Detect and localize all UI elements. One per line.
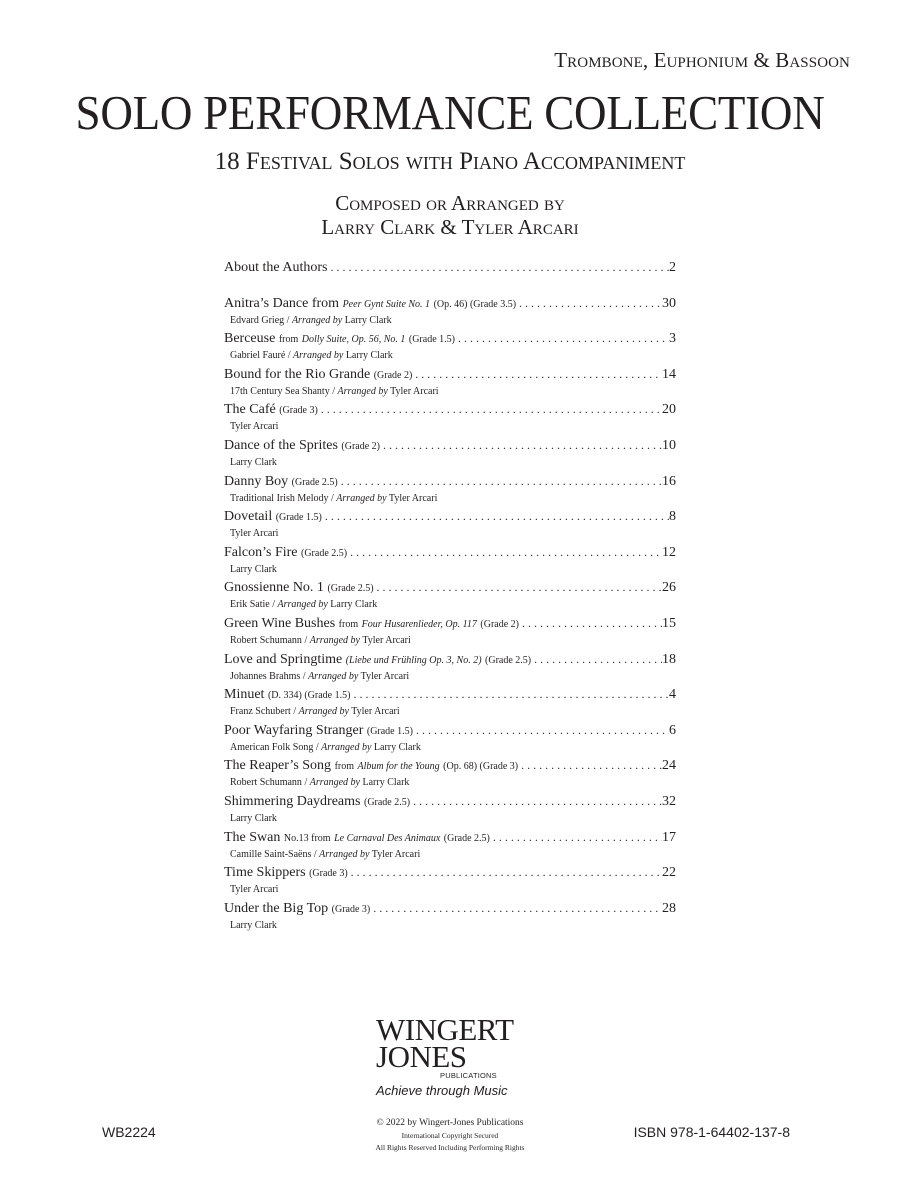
toc-page-number: 20 <box>662 402 676 418</box>
toc-from: from <box>278 334 299 346</box>
toc-leader-dots <box>374 578 662 596</box>
toc-composer: Robert Schumann <box>230 777 302 789</box>
toc-entry <box>224 258 676 294</box>
toc-composer: Robert Schumann <box>230 634 302 646</box>
toc-entry <box>224 756 676 792</box>
toc-page-number: 4 <box>669 687 676 703</box>
toc-entry <box>224 614 676 650</box>
toc-leader-dots <box>370 899 662 917</box>
toc-arranger: Tyler Arcari <box>390 385 439 397</box>
isbn-number: ISBN 978-1-64402-137-8 <box>633 1124 790 1140</box>
toc-title: Gnossienne No. 1 <box>224 580 324 596</box>
toc-page-number: 12 <box>662 544 676 560</box>
toc-work: Four Husarenlieder, Op. 117 <box>361 618 477 630</box>
toc-grade: (Grade 1.5) <box>408 334 455 346</box>
toc-leader-dots <box>380 436 662 454</box>
page-title: SOLO PERFORMANCE COLLECTION <box>75 85 825 140</box>
toc-entry <box>224 650 676 686</box>
toc-title: Time Skippers <box>224 865 306 881</box>
toc-title-group <box>224 437 380 456</box>
toc-title: Berceuse <box>224 331 276 347</box>
toc-entry <box>224 329 676 365</box>
toc-leader-dots <box>455 329 669 347</box>
toc-page-number: 15 <box>662 615 676 631</box>
toc-entry <box>224 507 676 543</box>
toc-leader-dots <box>350 685 669 703</box>
copyright-line: © 2022 by Wingert-Jones Publications <box>376 1118 524 1128</box>
toc-title-group <box>224 295 516 314</box>
toc-page-number: 28 <box>662 900 676 916</box>
toc-title: Dance of the Sprites <box>224 437 338 453</box>
toc-title-line <box>224 365 676 385</box>
toc-grade: (Grade 2) <box>373 369 413 381</box>
toc-composer: Larry Clark <box>230 563 277 575</box>
toc-title-line <box>224 329 676 349</box>
toc-credit: Robert Schumann / Arranged by Tyler Arcari <box>230 634 411 646</box>
toc-entry <box>224 578 676 614</box>
toc-title-group <box>224 579 374 598</box>
toc-title-line <box>224 400 676 420</box>
toc-leader-dots <box>318 400 662 418</box>
toc-credit: Gabriel Fauré / Arranged by Larry Clark <box>230 350 393 362</box>
toc-page-number: 30 <box>662 295 676 311</box>
toc-title-group <box>224 651 531 670</box>
toc-grade: (Grade 2.5) <box>291 476 338 488</box>
toc-grade: (Grade 2.5) <box>301 547 348 559</box>
toc-arranged-by: Arranged by <box>277 599 328 611</box>
publisher-tagline: Achieve through Music <box>376 1083 508 1098</box>
toc-grade: (Grade 3) <box>309 868 348 880</box>
instruments-label: Trombone, Euphonium & Bassoon <box>554 48 850 72</box>
toc-leader-dots <box>413 721 669 739</box>
toc-leader-dots <box>348 863 662 881</box>
toc-title-line <box>224 721 676 741</box>
toc-grade: (Grade 1.5) <box>275 512 322 524</box>
toc-title-line <box>224 899 676 919</box>
toc-credit: Camille Saint-Saëns / Arranged by Tyler Arcari <box>230 848 421 860</box>
toc-arranger: Larry Clark <box>362 777 410 789</box>
toc-title-line <box>224 578 676 598</box>
toc-page-number: 3 <box>669 331 676 347</box>
toc-leader-dots <box>518 756 662 774</box>
toc-entry <box>224 294 676 330</box>
toc-credit <box>224 919 676 932</box>
toc-title-group <box>224 401 318 420</box>
toc-arranged-by: Arranged by <box>319 848 370 860</box>
toc-title: Falcon’s Fire <box>224 544 298 560</box>
toc-title: Under the Big Top <box>224 900 329 916</box>
toc-grade: (Grade 3) <box>331 903 371 915</box>
toc-work: Album for the Young <box>357 761 440 773</box>
toc-leader-dots <box>338 472 662 490</box>
toc-entry <box>224 365 676 401</box>
toc-title-line <box>224 294 676 314</box>
toc-from: from <box>334 761 355 773</box>
toc-composer: Franz Schubert <box>230 706 291 718</box>
toc-arranger: Tyler Arcari <box>360 670 410 682</box>
toc-leader-dots <box>531 650 662 668</box>
toc-composer: Gabriel Fauré <box>230 350 286 362</box>
toc-composer: Larry Clark <box>230 456 277 468</box>
toc-grade: (D. 334) (Grade 1.5) <box>267 690 351 702</box>
toc-page-number: 8 <box>669 509 676 525</box>
toc-title-line <box>224 792 676 812</box>
toc-composer: Larry Clark <box>230 812 277 824</box>
toc-title-line <box>224 685 676 705</box>
toc-title-line <box>224 436 676 456</box>
toc-credit: Traditional Irish Melody / Arranged by Tyler Arcari <box>230 492 438 504</box>
toc-work: Peer Gynt Suite No. 1 <box>342 298 431 310</box>
toc-leader-dots <box>490 828 662 846</box>
toc-title-line <box>224 650 676 670</box>
toc-page-number: 32 <box>662 793 676 809</box>
toc-title-group <box>224 722 413 741</box>
toc-work: Le Carnaval Des Animaux <box>334 832 441 844</box>
toc-page-number: 14 <box>662 366 676 382</box>
toc-arranger: Tyler Arcari <box>371 848 421 860</box>
toc-page-number: 10 <box>662 437 676 453</box>
toc-credit: Johannes Brahms / Arranged by Tyler Arcari <box>230 670 410 682</box>
toc-page-number: 17 <box>662 829 676 845</box>
toc-page-number: 6 <box>669 722 676 738</box>
toc-credit: Robert Schumann / Arranged by Larry Clark <box>230 777 410 789</box>
toc-arranger: Larry Clark <box>344 314 392 326</box>
authors-label: Larry Clark & Tyler Arcari <box>321 215 579 239</box>
toc-arranged-by: Arranged by <box>336 492 387 504</box>
toc-arranged-by: Arranged by <box>309 777 360 789</box>
toc-leader-dots <box>519 614 662 632</box>
toc-title: Love and Springtime <box>224 651 343 667</box>
toc-arranger: Tyler Arcari <box>388 492 438 504</box>
toc-composer: Tyler Arcari <box>230 421 279 433</box>
toc-credit <box>224 420 676 433</box>
toc-title: Danny Boy <box>224 473 289 489</box>
toc-page-number: 18 <box>662 651 676 667</box>
toc-title-group <box>224 366 412 385</box>
logo-word-wingert: WINGERT <box>376 1012 514 1047</box>
toc-entry <box>224 721 676 757</box>
toc-title: Poor Wayfaring Stranger <box>224 722 364 738</box>
toc-grade: (Grade 2) <box>480 618 519 630</box>
toc-grade: (Grade 2.5) <box>327 583 374 595</box>
toc-credit <box>224 527 676 540</box>
toc-grade: (Grade 1.5) <box>366 725 413 737</box>
toc-credit <box>224 883 676 896</box>
toc-entry <box>224 863 676 899</box>
toc-arranged-by: Arranged by <box>291 314 343 326</box>
toc-entry <box>224 543 676 579</box>
toc-entry <box>224 472 676 508</box>
toc-leader-dots <box>327 258 669 276</box>
toc-title-line <box>224 863 676 883</box>
copyright-secured-line: International Copyright Secured <box>401 1131 499 1140</box>
toc-page-number: 16 <box>662 473 676 489</box>
toc-title-group <box>224 757 518 776</box>
toc-arranged-by: Arranged by <box>298 706 349 718</box>
logo-publications: PUBLICATIONS <box>440 1071 497 1080</box>
toc-page-number: 26 <box>662 580 676 596</box>
toc-title-line <box>224 614 676 634</box>
toc-credit <box>224 456 676 469</box>
publisher-logo <box>376 1012 526 1080</box>
toc-credit <box>224 812 676 825</box>
toc-arranger: Tyler Arcari <box>351 706 400 718</box>
toc-entry <box>224 436 676 472</box>
toc-composer: Traditional Irish Melody <box>230 492 329 504</box>
toc-grade: (Grade 2.5) <box>443 832 490 844</box>
toc-composer: Edvard Grieg <box>230 314 285 326</box>
toc-composer: Tyler Arcari <box>230 884 279 896</box>
toc-arranged-by: Arranged by <box>308 670 359 682</box>
toc-title: About the Authors <box>224 260 328 275</box>
toc-work: (Liebe und Frühling Op. 3, No. 2) <box>345 654 482 666</box>
toc-leader-dots <box>347 543 662 561</box>
toc-grade: (Op. 68) (Grade 3) <box>443 761 519 773</box>
toc-leader-dots <box>516 294 662 312</box>
toc-composer: American Folk Song <box>230 741 314 753</box>
toc-arranged-by: Arranged by <box>337 385 388 397</box>
toc-composer: 17th Century Sea Shanty <box>230 385 330 397</box>
toc-title-line <box>224 543 676 563</box>
toc-credit: Erik Satie / Arranged by Larry Clark <box>230 599 378 611</box>
toc-credit: American Folk Song / Arranged by Larry Clark <box>230 741 421 753</box>
catalog-number: WB2224 <box>102 1124 156 1140</box>
toc-grade: (Grade 3) <box>279 405 318 417</box>
toc-grade: (Grade 2.5) <box>485 654 532 666</box>
toc-from: from <box>338 618 359 630</box>
toc-title: Green Wine Bushes <box>224 615 336 631</box>
toc-grade: (Grade 2) <box>341 440 381 452</box>
toc-entry <box>224 828 676 864</box>
toc-page-number: 22 <box>662 865 676 881</box>
toc-title-line <box>224 507 676 527</box>
toc-arranger: Larry Clark <box>345 350 393 362</box>
toc-arranger: Larry Clark <box>330 599 378 611</box>
toc-title: The Reaper’s Song <box>224 758 332 774</box>
toc-credit <box>224 563 676 576</box>
toc-title-group <box>224 686 350 705</box>
toc-title-line <box>224 258 676 277</box>
logo-word-jones: JONES <box>376 1039 467 1074</box>
page-subtitle: 18 Festival Solos with Piano Accompaniment <box>214 148 686 175</box>
toc-composer: Larry Clark <box>230 919 277 931</box>
toc-title: The Swan <box>224 829 281 845</box>
toc-from: No.13 from <box>283 832 331 844</box>
composed-by-label: Composed or Arranged by <box>335 191 565 215</box>
toc-title: Bound for the Rio Grande <box>224 366 371 382</box>
toc-title: Shimmering Daydreams <box>224 793 361 809</box>
toc-title: Minuet <box>224 687 265 703</box>
toc-composer: Tyler Arcari <box>230 528 279 540</box>
toc-title-line <box>224 472 676 492</box>
toc-composer: Erik Satie <box>230 599 270 611</box>
toc-title-group <box>224 259 327 277</box>
toc-credit: Edvard Grieg / Arranged by Larry Clark <box>230 314 392 326</box>
toc-credit: Franz Schubert / Arranged by Tyler Arcari <box>230 706 400 718</box>
toc-arranged-by: Arranged by <box>293 350 344 362</box>
toc-title-group <box>224 508 322 527</box>
toc-title-group <box>224 330 455 349</box>
toc-title-group <box>224 615 519 634</box>
toc-credit: 17th Century Sea Shanty / Arranged by Tyler Arcari <box>230 385 439 397</box>
toc-entry <box>224 899 676 935</box>
toc-title-group <box>224 900 370 919</box>
toc-arranger: Larry Clark <box>373 741 421 753</box>
toc-entry <box>224 685 676 721</box>
toc-grade: (Op. 46) (Grade 3.5) <box>433 298 517 310</box>
toc-title-group <box>224 864 348 883</box>
toc-arranger: Tyler Arcari <box>362 634 411 646</box>
toc-title-line <box>224 756 676 776</box>
toc-title-group <box>224 544 347 563</box>
toc-leader-dots <box>322 507 669 525</box>
toc-leader-dots <box>410 792 662 810</box>
toc-composer: Camille Saint-Saëns <box>230 848 312 860</box>
toc-title-group <box>224 473 338 492</box>
toc-title: Dovetail <box>224 509 273 525</box>
toc-title-group <box>224 793 410 812</box>
toc-entry <box>224 792 676 828</box>
toc-page-number: 24 <box>662 758 676 774</box>
toc-composer: Johannes Brahms <box>230 670 301 682</box>
toc-entry <box>224 400 676 436</box>
toc-page-number: 2 <box>669 260 676 275</box>
toc-work: Dolly Suite, Op. 56, No. 1 <box>301 334 406 346</box>
rights-line: All Rights Reserved Including Performing Rights <box>375 1143 525 1152</box>
toc-title-line <box>224 828 676 848</box>
toc-title: Anitra’s Dance from <box>224 295 340 311</box>
table-of-contents <box>224 258 676 934</box>
toc-grade: (Grade 2.5) <box>363 796 411 808</box>
toc-leader-dots <box>412 365 662 383</box>
toc-title-group <box>224 829 490 848</box>
toc-title: The Café <box>224 402 276 418</box>
toc-arranged-by: Arranged by <box>321 741 372 753</box>
toc-arranged-by: Arranged by <box>309 634 360 646</box>
